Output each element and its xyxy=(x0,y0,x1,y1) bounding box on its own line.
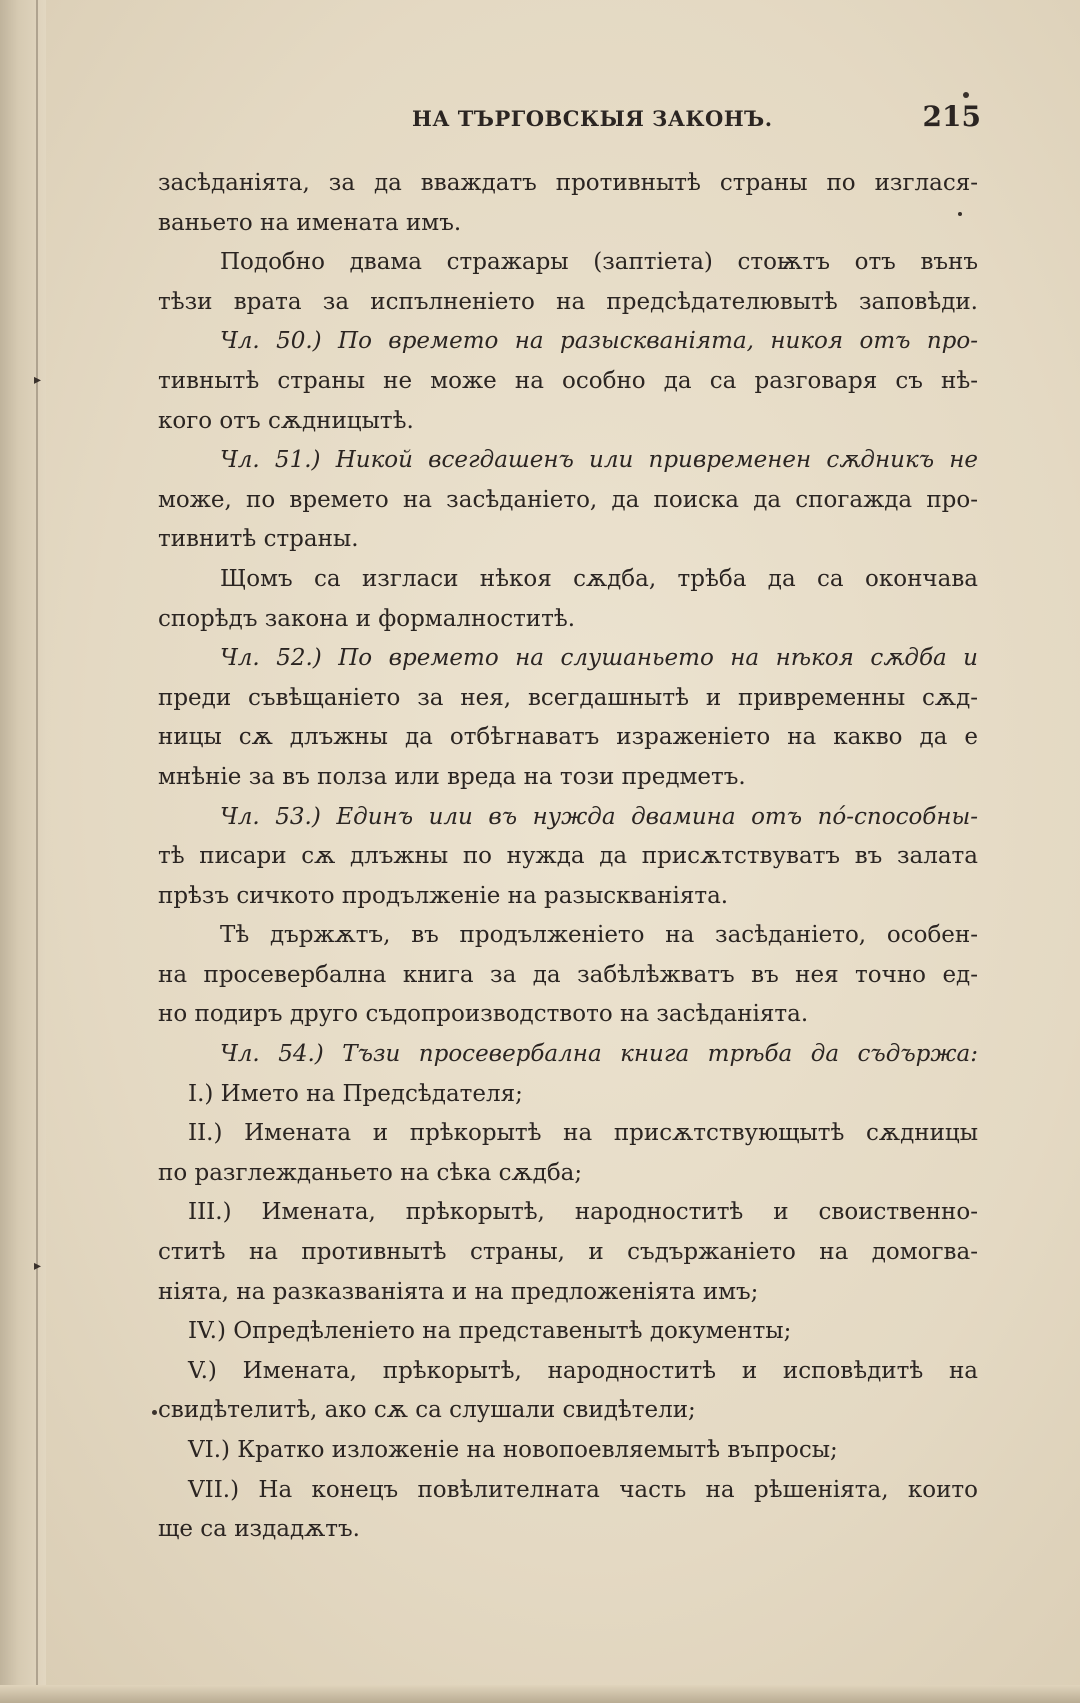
text-line: кого отъ сѫдницытѣ. xyxy=(158,407,414,434)
text-line: мнѣніе за въ полза или вреда на този предметъ. xyxy=(158,763,746,790)
text-line: ститѣ на противнытѣ страны, и съдържаніето на домогва- xyxy=(158,1239,978,1266)
ink-speck xyxy=(152,1410,157,1415)
text-line: по разглежданьето на сѣка сѫдба; xyxy=(158,1159,583,1186)
text-line: прѣзъ сичкото продълженіе на разыскваніята. xyxy=(158,882,729,909)
text-line: тѣзи врата за испълненіето на предсѣдателювытѣ заповѣди. xyxy=(158,288,978,315)
list-item: V.) Имената, прѣкорытѣ, народноститѣ и исповѣдитѣ на xyxy=(188,1357,978,1384)
text-line: на просевербална книга за да забѣлѣжватъ въ нея точно ед- xyxy=(158,961,978,988)
text-line: ще са издадѫтъ. xyxy=(158,1516,360,1543)
page-header xyxy=(150,98,985,138)
text-line: ваньето на имената имъ. xyxy=(158,209,462,236)
list-item: I.) Името на Предсѣдателя; xyxy=(188,1080,523,1107)
text-line: Щомъ са изгласи нѣкоя сѫдба, трѣба да са окончава xyxy=(220,565,978,592)
list-item: VI.) Кратко изложеніе на новопоевляемытѣ въпросы; xyxy=(188,1437,838,1463)
text-line: ницы сѫ длъжны да отбѣгнаватъ израженіето на какво да е xyxy=(158,724,978,751)
binding-line xyxy=(36,0,38,1703)
text-line: тивнытѣ страны не може на особно да са разговаря съ нѣ- xyxy=(158,367,978,394)
article-line: Чл. 50.) По времето на разыскваніята, никоя отъ про- xyxy=(220,328,978,355)
text-line: нiята, на разказваніята и на предложеніята имъ; xyxy=(158,1278,759,1305)
text-line: Тѣ държѫтъ, въ продълженіето на засѣданіето, особен- xyxy=(220,922,978,949)
page-gutter xyxy=(0,0,46,1703)
page-bottom-edge xyxy=(0,1685,1080,1703)
article-line: Чл. 54.) Тъзи просевербална книга трѣба да съдържа: xyxy=(220,1041,978,1068)
page-number: 215 xyxy=(922,100,981,133)
article-line: Чл. 51.) Никой всегдашенъ или привременен сѫдникъ не xyxy=(220,447,978,474)
text-line: може, по времето на засѣданіето, да поиска да спогажда про- xyxy=(158,486,978,513)
text-line: свидѣтелитѣ, ако сѫ са слушали свидѣтели; xyxy=(158,1397,696,1424)
text-line: тивнитѣ страны. xyxy=(158,526,359,553)
text-line: но подиръ друго съдопроизводството на засѣданіята. xyxy=(158,1001,809,1028)
margin-mark: ▸ xyxy=(34,1258,42,1274)
list-item: II.) Имената и прѣкорытѣ на присѫтствующытѣ сѫдницы xyxy=(188,1120,978,1147)
list-item: III.) Имената, прѣкорытѣ, народноститѣ и своиственно- xyxy=(188,1199,978,1226)
article-line: Чл. 53.) Единъ или въ нужда двамина отъ пó-способны- xyxy=(220,803,978,830)
list-item: VII.) На конецъ повѣлителната часть на рѣшеніята, които xyxy=(188,1476,978,1503)
text-line: засѣданіята, за да вваждатъ противнытѣ страны по изглася- xyxy=(158,170,978,196)
ink-dot xyxy=(963,92,969,98)
text-line: преди съвѣщаніето за нея, всегдашнытѣ и привременны сѫд- xyxy=(158,684,978,711)
margin-mark: ▸ xyxy=(34,372,42,388)
text-line: тѣ писари сѫ длъжны по нужда да присѫтствуватъ въ залата xyxy=(158,843,978,870)
running-title: НА ТЪРГОВСКЫЯ ЗАКОНЪ. xyxy=(412,106,773,131)
article-line: Чл. 52.) По времето на слушаньето на нѣкоя сѫдба и xyxy=(220,645,978,672)
ink-speck xyxy=(958,212,962,216)
text-line: спорѣдъ закона и формалноститѣ. xyxy=(158,605,576,632)
text-line: Подобно двама стражары (заптіета) стоѭтъ отъ вънъ xyxy=(220,249,978,276)
list-item: IV.) Опредѣленіето на представенытѣ документы; xyxy=(188,1318,792,1345)
body-text xyxy=(158,164,978,1550)
